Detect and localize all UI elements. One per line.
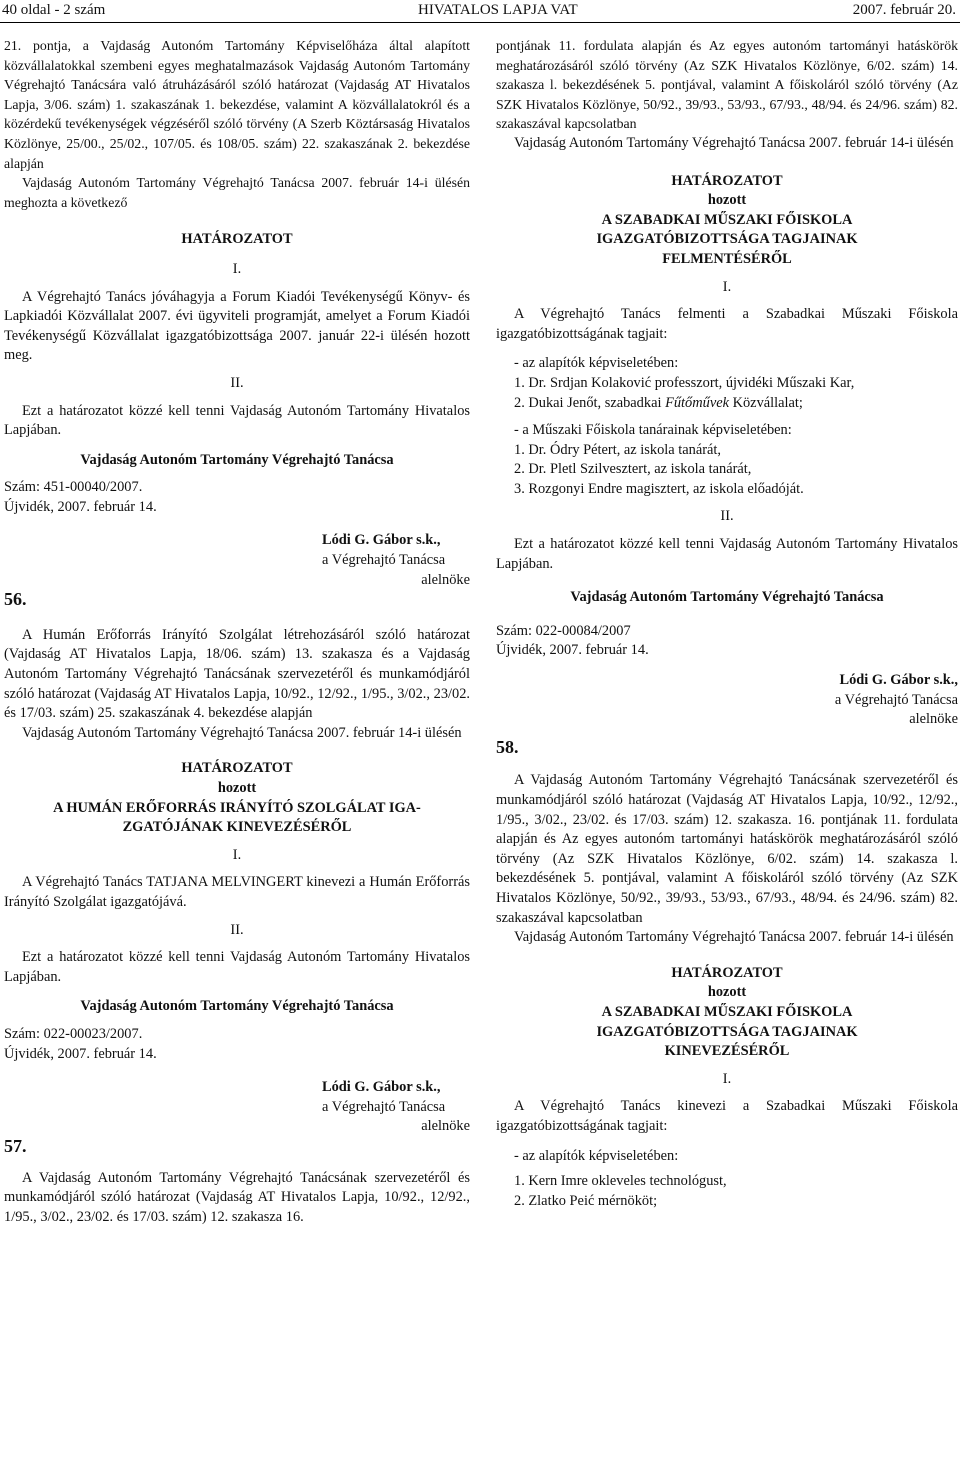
right-column: [496, 36, 958, 1211]
list-item: 1. Kern Imre okleveles technológust,: [514, 1173, 727, 1190]
list-item: 2. Dr. Pletl Szilvesztert, az iskola tanárát,: [514, 461, 752, 478]
member-list: [496, 1147, 958, 1212]
decision-subject: IGAZGATÓBIZOTTSÁGA TAGJAINAK: [596, 231, 858, 248]
signatory-role: alelnöke: [421, 571, 470, 588]
paragraph: Ezt a határozatot közzé kell tenni Vajdaság Autonóm Tartomány Hivatalos Lapjában.: [4, 402, 470, 439]
signatory-role: a Végrehajtó Tanácsa: [834, 691, 958, 708]
section-number: I.: [722, 1070, 732, 1087]
decision-subject: A SZABADKAI MŰSZAKI FŐISKOLA: [601, 211, 853, 228]
header-date: 2007. február 20.: [852, 2, 956, 18]
signatory-name: Lódi G. Gábor s.k.,: [839, 672, 958, 689]
paragraph: Vajdaság Autonóm Tartomány Végrehajtó Tanácsa 2007. február 14-i ülésén: [514, 929, 954, 946]
paragraph: 21. pontja, a Vajdaság Autonóm Tartomány Képviselőháza által alapított közvállalatokkal szembeni egyes meghatalmazások Vajdaság Autonóm Tartomány Végrehajtó Tanácsára való átruházásáról szóló határozat (Vajdaság AT Hivatalos Lapja, 3/06. szám) 1. szakaszának 1. bekezdése, valamint A közvállalatokról és a közérdekű tevékenységek végzéséről szóló törvény (A Szerb Köztársaság Hivatalos Közlönye, 25/00., 25/02., 107/05. és 108/05. szám) 22. szakaszának 2. bekezdése alapján: [4, 38, 470, 171]
section-number: I.: [232, 846, 242, 863]
decision-title: HATÁROZATOT: [181, 231, 293, 248]
member-list: [496, 354, 958, 499]
paragraph: A Humán Erőforrás Irányító Szolgálat létrehozásáról szóló határozat (Vajdaság AT Hivatalos Lapja, 18/06. szám) 13. szakasza és a Vajdaság Autonóm Tartomány Végrehajtó Tanácsának szervezetéről és munkamódjáról szóló határozat (Vajdaság AT Hivatalos Lapja, 10/92., 12/92., 1/95., 3/02., 23/02. és 17/03. szám) 25. szakaszának 4. bekezdése alapján: [4, 626, 470, 722]
paragraph: A Végrehajtó Tanács TATJANA MELVINGERT kinevezi a Humán Erőforrás Irányító Szolgálat igazgatójává.: [4, 874, 470, 910]
list-item: 1. Dr. Srdjan Kolaković professzort, újvidéki Műszaki Kar,: [514, 374, 855, 391]
issuing-body: Vajdaság Autonóm Tartomány Végrehajtó Tanácsa: [80, 998, 394, 1015]
paragraph: Ezt a határozatot közzé kell tenni Vajdaság Autonóm Tartomány Hivatalos Lapjában.: [4, 949, 470, 985]
signatory-role: a Végrehajtó Tanácsa: [322, 1098, 446, 1115]
reference-number: Szám: 022-00084/2007: [496, 622, 631, 639]
place-date: Újvidék, 2007. február 14.: [496, 642, 649, 659]
item-number: 57.: [4, 1135, 27, 1156]
place-date: Újvidék, 2007. február 14.: [4, 498, 157, 515]
decision-subject: IGAZGATÓBIZOTTSÁGA TAGJAINAK: [596, 1023, 858, 1040]
section-number: I.: [232, 260, 242, 277]
paragraph: Vajdaság Autonóm Tartomány Végrehajtó Tanácsa 2007. február 14-i ülésén: [514, 134, 954, 151]
header-publication: HIVATALOS LAPJA VAT: [418, 2, 578, 18]
section-number: I.: [722, 278, 732, 295]
decision-title: HATÁROZATOT: [671, 964, 783, 981]
issuing-body: Vajdaság Autonóm Tartomány Végrehajtó Tanácsa: [570, 589, 884, 606]
decision-title: HATÁROZATOT: [181, 760, 293, 777]
section-number: II.: [720, 508, 734, 525]
decision-hozott: hozott: [707, 984, 747, 1001]
list-group-heading: - a Műszaki Főiskola tanárainak képviseletében:: [514, 422, 792, 439]
left-column: [4, 36, 470, 1227]
signatory-name: Lódi G. Gábor s.k.,: [322, 1079, 441, 1096]
list-item: 3. Rozgonyi Endre magisztert, az iskola előadóját.: [514, 480, 804, 497]
paragraph: A Végrehajtó Tanács kinevezi a Szabadkai Műszaki Főiskola igazgatóbizottságának tagjait:: [496, 1098, 958, 1134]
issuing-body: Vajdaság Autonóm Tartomány Végrehajtó Tanácsa: [80, 451, 394, 468]
decision-hozott: hozott: [707, 192, 747, 209]
decision-hozott: hozott: [217, 780, 257, 796]
section-number: II.: [230, 921, 244, 938]
paragraph: A Végrehajtó Tanács felmenti a Szabadkai Műszaki Főiskola igazgatóbizottságának tagjait:: [496, 306, 958, 342]
signatory-role: alelnöke: [421, 1118, 470, 1135]
paragraph: Ezt a határozatot közzé kell tenni Vajdaság Autonóm Tartomány Hivatalos Lapjában.: [496, 536, 958, 572]
item-number: 58.: [496, 736, 519, 757]
decision-subject: A HUMÁN ERŐFORRÁS IRÁNYÍTÓ SZOLGÁLAT IGA-: [53, 799, 421, 816]
list-group-heading: - az alapítók képviseletében:: [514, 355, 679, 372]
signatory-role: alelnöke: [909, 711, 958, 728]
decision-subject: A SZABADKAI MŰSZAKI FŐISKOLA: [601, 1003, 853, 1020]
signatory-name: Lódi G. Gábor s.k.,: [322, 532, 441, 549]
reference-number: Szám: 451-00040/2007.: [4, 479, 143, 496]
place-date: Újvidék, 2007. február 14.: [4, 1045, 157, 1062]
list-item: 2. Dukai Jenőt, szabadkai Fűtőművek Közvállalat;: [514, 394, 803, 411]
paragraph: A Vajdaság Autonóm Tartomány Végrehajtó Tanácsának szervezetéről és munkamódjáról szóló határozat (Vajdaság AT Hivatalos Lapja, 10/92., 12/92., 1/95., 3/02., 23/02. és 17/03. szám) 12. szakasza. 16. pontjának 11. fordulata alapján és Az egyes autonóm tartományi hatáskörök meghatározásáról szóló törvény (Az SZK Hivatalos Közlönye, 6/02. szám) 14. szakasza l. bekezdésének 5. pontjával, valamint A főiskoláról szóló törvény (Az SZK Hivatalos Közlönye, 50/92., 39/93., 53/93., 67/93., 48/94. és 24/96. szám) 82. szakaszával kapcsolatban: [496, 772, 958, 926]
paragraph: Vajdaság Autonóm Tartomány Végrehajtó Tanácsa 2007. február 14-i ülésén: [22, 724, 462, 741]
list-item: 1. Dr. Ódry Pétert, az iskola tanárát,: [514, 441, 721, 458]
decision-subject: FELMENTÉSÉRŐL: [662, 250, 792, 267]
section-number: II.: [230, 374, 244, 391]
page-header: [0, 0, 960, 23]
signatory-role: a Végrehajtó Tanácsa: [322, 552, 446, 569]
list-item: 2. Zlatko Peić mérnököt;: [514, 1192, 658, 1209]
paragraph: pontjának 11. fordulata alapján és Az egyes autonóm tartományi hatáskörök meghatározásáról szóló törvény (Az SZK Hivatalos Közlönye, 6/02. szám) 14. szakasza l. bekezdésének 5. pontjával, valamint A főiskoláról szóló törvény (Az SZK Hivatalos Közlönye, 50/92., 39/93., 53/93., 67/93., 48/94. és 24/96. szám) 82. szakaszával kapcsolatban: [496, 38, 958, 132]
decision-subject: ZGATÓJÁNAK KINEVEZÉSÉRŐL: [122, 819, 352, 836]
paragraph: A Végrehajtó Tanács jóváhagyja a Forum Kiadói Tevékenységű Könyv- és Lapkiadói Közvállalat 2007. évi ügyviteli programját, amelyet a Forum Kiadói Tevékenységű Közvállalat igazgatóbizottsága 2007. január 22-i ülésén hozott meg.: [4, 288, 470, 364]
list-group-heading: - az alapítók képviseletében:: [514, 1147, 679, 1164]
reference-number: Szám: 022-00023/2007.: [4, 1025, 143, 1042]
decision-subject: KINEVEZÉSÉRŐL: [664, 1043, 790, 1060]
paragraph: A Vajdaság Autonóm Tartomány Végrehajtó Tanácsának szervezetéről és munkamódjáról szóló határozat (Vajdaság AT Hivatalos Lapja, 10/92., 12/92., 1/95., 3/02., 23/02. és 17/03. szám) 12. szakasza 16.: [4, 1169, 470, 1225]
header-page-number: 40 oldal - 2 szám: [2, 2, 106, 18]
item-number: 56.: [4, 589, 27, 610]
decision-title: HATÁROZATOT: [671, 172, 783, 189]
paragraph: Vajdaság Autonóm Tartomány Végrehajtó Tanácsa 2007. február 14-i ülésén meghozta a következő: [4, 175, 470, 210]
